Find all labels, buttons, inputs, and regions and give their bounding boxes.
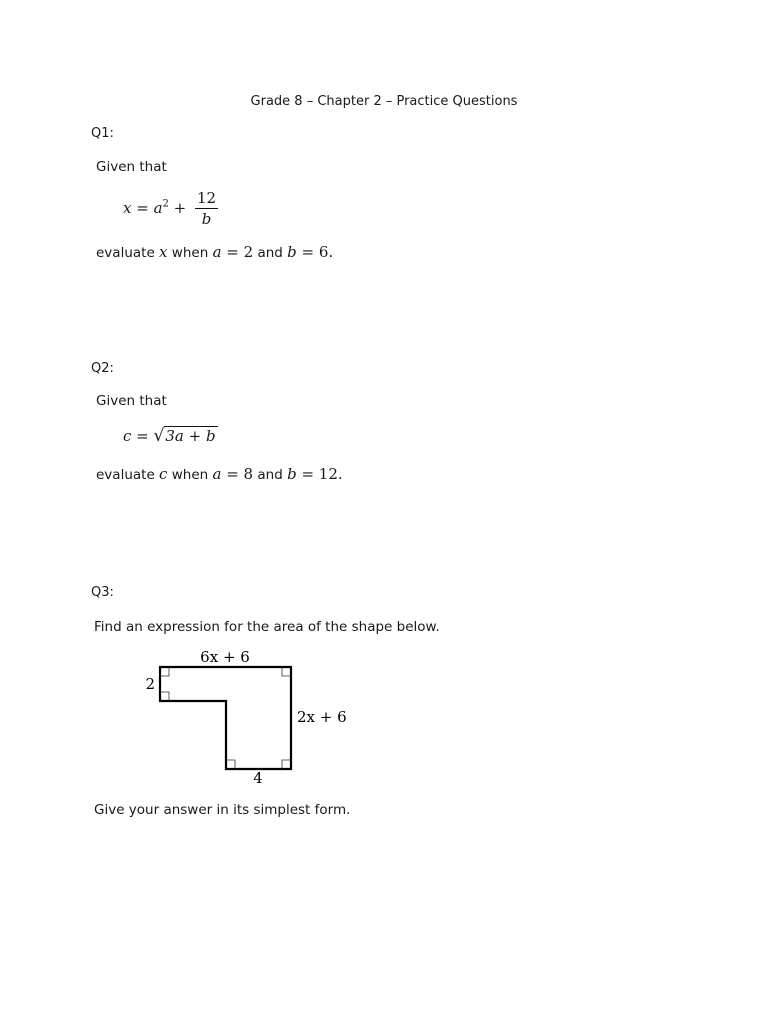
q2-b-cond: = 12. <box>296 465 343 483</box>
q3-intro: Find an expression for the area of the shape below. <box>94 619 440 635</box>
q2-formula <box>123 426 218 446</box>
q3-shape-diagram <box>140 645 380 790</box>
q1-formula-exp: 2 <box>162 198 169 210</box>
right-angle-marker <box>282 667 291 676</box>
q1-eval-var: x <box>159 243 168 261</box>
q2-formula-lhs: c <box>123 427 132 445</box>
q2-evaluate <box>96 465 343 483</box>
q1-label: Q1: <box>91 126 114 141</box>
q1-a-cond: = 2 <box>221 243 254 261</box>
q1-and: and <box>253 245 288 261</box>
q2-and: and <box>253 467 288 483</box>
q1-fraction <box>195 188 218 229</box>
q1-formula <box>123 188 218 229</box>
q2-a-cond: = 8 <box>221 465 254 483</box>
right-angle-marker <box>160 692 169 701</box>
right-angle-marker <box>282 760 291 769</box>
q1-formula-eq: = <box>131 199 154 217</box>
q2-radical: √ <box>153 426 165 446</box>
label-top: 6x + 6 <box>200 648 250 666</box>
right-angle-marker <box>160 667 169 676</box>
q2-formula-eq: = <box>131 427 154 445</box>
q2-label: Q2: <box>91 361 114 376</box>
q2-eval-prefix: evaluate <box>96 467 160 483</box>
page-title: Grade 8 – Chapter 2 – Practice Questions <box>250 94 518 109</box>
q2-b-var: b <box>287 465 297 483</box>
label-right: 2x + 6 <box>297 708 347 726</box>
q1-formula-lhs: x <box>123 199 132 217</box>
q1-eval-prefix: evaluate <box>96 245 160 261</box>
q3-label: Q3: <box>91 585 114 600</box>
q2-eval-when: when <box>167 467 213 483</box>
q2-a-var: a <box>212 465 222 483</box>
q1-a-var: a <box>212 243 222 261</box>
q1-formula-a: a <box>153 199 163 217</box>
q2-intro: Given that <box>96 393 167 409</box>
right-angle-marker <box>226 760 235 769</box>
q1-intro: Given that <box>96 159 167 175</box>
q1-evaluate <box>96 243 333 261</box>
q2-radicand: 3a + b <box>165 427 216 445</box>
q2-eval-var: c <box>159 465 168 483</box>
q3-outro: Give your answer in its simplest form. <box>94 802 351 818</box>
l-shape-outline <box>160 667 291 769</box>
q1-fraction-numerator: 12 <box>197 189 217 207</box>
q1-eval-when: when <box>167 245 213 261</box>
label-bottom: 4 <box>253 769 263 787</box>
q1-formula-plus: + <box>168 199 192 217</box>
label-left: 2 <box>145 675 155 693</box>
q1-b-var: b <box>287 243 297 261</box>
q1-fraction-denominator: b <box>195 208 218 229</box>
q1-b-cond: = 6. <box>296 243 334 261</box>
